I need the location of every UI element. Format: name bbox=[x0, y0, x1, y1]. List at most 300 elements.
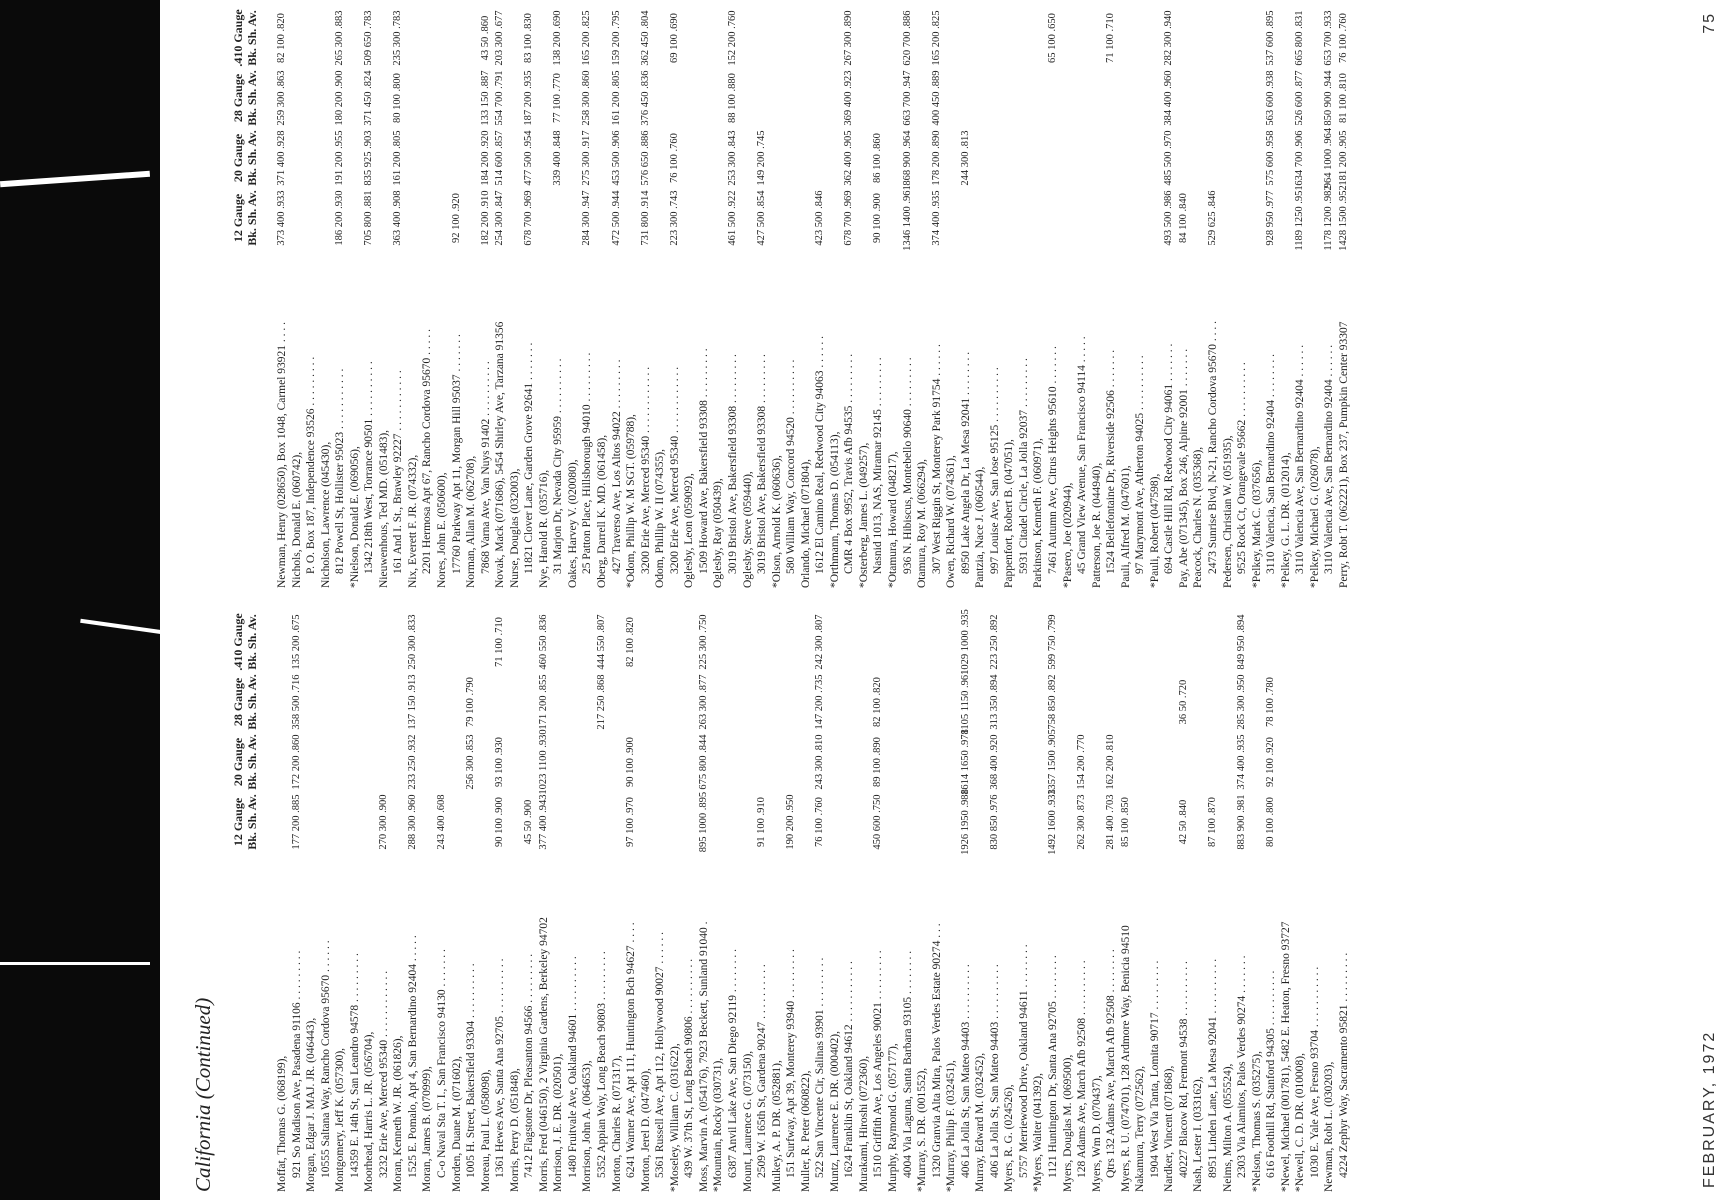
entry-row bbox=[857, 617, 872, 1192]
entry-row bbox=[391, 10, 406, 588]
entry-row bbox=[828, 13, 843, 588]
gauge-score-cell: 450 600 .750 bbox=[872, 794, 884, 850]
entry-address: 1525 E. Pomalo, Apt 4, San Bernardino 92404 . . . . . bbox=[406, 935, 419, 1178]
entry-row bbox=[464, 617, 479, 1192]
gauge-score-cell: 89 100 .890 bbox=[872, 737, 884, 787]
entry-row bbox=[1046, 614, 1061, 1192]
gauge-score-cell: 42 50 .840 bbox=[1177, 799, 1189, 845]
gauge-score-cell: 149 200 .745 bbox=[756, 130, 768, 186]
entry-address: 439 W. 37th St, Long Beach 90806 . . . . . . . . . . bbox=[683, 958, 696, 1178]
gauge-score-cell: 423 500 .846 bbox=[814, 190, 826, 246]
entry-row bbox=[1191, 617, 1206, 1192]
entry-row bbox=[333, 10, 348, 588]
entry-row bbox=[493, 617, 508, 1192]
entry-address: 1624 Franklin St, Oakland 94612 . . . . . . . . . . . bbox=[843, 961, 856, 1178]
entry-row bbox=[1206, 13, 1221, 588]
page-footer bbox=[1701, 12, 1719, 1188]
directory-page bbox=[165, 0, 1731, 1200]
entry-row bbox=[479, 617, 494, 1192]
entry-row bbox=[1002, 13, 1017, 588]
gauge-score-cell: 154 200 .770 bbox=[1076, 734, 1088, 790]
entry-name: Mulkey, A. P. DR. (052881), bbox=[770, 1060, 783, 1192]
entry-name: Morgan, Edgar J. MAJ. JR. (046443), bbox=[305, 1017, 318, 1192]
gauge-score-cell: 165 200 .825 bbox=[581, 10, 593, 66]
entry-row bbox=[1206, 617, 1221, 1192]
entry-row bbox=[1264, 617, 1279, 1192]
entry-name: Nichols, Donald E. (060742), bbox=[290, 451, 303, 588]
entry-row bbox=[450, 13, 465, 588]
entry-address: 10555 Saltana Way, Rancho Cordova 95670 . . . . . . bbox=[319, 940, 332, 1178]
gauge-header-12: 12 Gauge Bk. Sh. Av. bbox=[231, 794, 259, 850]
entry-row bbox=[275, 617, 290, 1192]
entry-row bbox=[566, 13, 581, 588]
gauge-score-cell: 225 300 .750 bbox=[697, 614, 709, 670]
gauge-score-cell: 243 300 .810 bbox=[814, 734, 826, 790]
gauge-score-cell: 850 900 .944 bbox=[1323, 70, 1335, 126]
entry-address: 40227 Blacow Rd, Fremont 94538 . . . . . . . . . . bbox=[1177, 961, 1190, 1178]
entry-name: *Mountain, Rocky (030731), bbox=[712, 1057, 725, 1192]
entry-address: 11821 Clover Lane, Garden Grove 92641 . . . . . . . bbox=[523, 342, 536, 574]
entry-name: Moss, Marvin A. (054176), 7923 Beckett, Sunland 91040 . bbox=[697, 921, 710, 1192]
gauge-score-cell: 86 100 .860 bbox=[872, 133, 884, 183]
entry-row bbox=[595, 614, 610, 1192]
entry-address: 3200 Erie Ave, Merced 95340 . . . . . . . . . . . . bbox=[639, 366, 652, 574]
entry-row bbox=[1148, 617, 1163, 1192]
entry-row bbox=[1279, 617, 1294, 1192]
entry-name: *Newel, Michael (001781), 5482 E. Heaton, Fresno 93727 bbox=[1279, 921, 1292, 1192]
entry-address: Qtrs 132 Adams Ave, March Afb 92508 . . . . . . . . bbox=[1105, 949, 1118, 1178]
gauge-score-cell: 554 700 .791 bbox=[494, 70, 506, 126]
rotated-page bbox=[165, 0, 1731, 1200]
entry-address: 1904 West Via Tanta, Lomita 90717 . . . . . . . . . bbox=[1148, 960, 1161, 1178]
entry-name: Myers, R. G. (024526), bbox=[1003, 1084, 1016, 1192]
entry-row bbox=[959, 609, 974, 1192]
entry-row bbox=[610, 617, 625, 1192]
gauge-score-cell: 265 300 .883 bbox=[334, 10, 346, 66]
gauge-score-cell: 758 850 .892 bbox=[1046, 674, 1058, 730]
gauge-score-cell: 223 250 .892 bbox=[988, 614, 1000, 670]
entry-address: 128 Adams Ave, March Afb 92508 . . . . . . . . . . bbox=[1076, 960, 1089, 1178]
gauge-header-28: 28 Gauge Bk. Sh. Av. bbox=[231, 674, 259, 730]
entry-row bbox=[842, 617, 857, 1192]
gauge-score-cell: 563 600 .938 bbox=[1265, 70, 1277, 126]
entry-address: C-o Naval Sta T. I., San Francisco 94130 . . . . . . . bbox=[436, 949, 449, 1178]
entry-address: Nasnid 1013, NAS, Miramar 92145 . . . . . . . . . bbox=[872, 357, 885, 574]
entry-row bbox=[551, 617, 566, 1192]
gauge-score-cell: 186 200 .930 bbox=[334, 190, 346, 246]
entry-name: Myers, Douglas M. (069500), bbox=[1061, 1054, 1074, 1192]
entry-row bbox=[522, 617, 537, 1192]
entry-row bbox=[1075, 617, 1090, 1192]
gauge-score-cell: 444 550 .807 bbox=[596, 614, 608, 670]
entry-row bbox=[726, 617, 741, 1192]
gauge-score-cell: 263 300 .877 bbox=[697, 674, 709, 730]
entry-name: Newman, Henry (028650), Box 1048, Carmel 93921 . . . . bbox=[276, 321, 288, 588]
entry-name: *Pelkey, Michael G. (026078), bbox=[1308, 446, 1321, 588]
entry-name: Pappenfort, Robert B. (047051), bbox=[1003, 439, 1016, 588]
entry-row bbox=[755, 13, 770, 588]
gauge-score-cell: 653 700 .933 bbox=[1323, 10, 1335, 66]
entry-name: Nicholson, Lawrence (045430), bbox=[319, 441, 332, 588]
entry-row bbox=[682, 617, 697, 1192]
gauge-score-cell: 84 100 .840 bbox=[1177, 193, 1189, 243]
entry-address: 6387 Anvil Lake Ave, San Diego 92119 . . . . . . . . bbox=[726, 948, 739, 1178]
gauge-score-cell: 152 200 .760 bbox=[726, 10, 738, 66]
gauge-score-cell: 1178 1200 .982 bbox=[1323, 185, 1335, 251]
entry-row bbox=[420, 617, 435, 1192]
gauge-score-cell: 576 650 .886 bbox=[639, 130, 651, 186]
entry-row bbox=[275, 13, 290, 588]
gauge-score-cell: 1029 1000 .935 bbox=[959, 609, 971, 675]
entry-address: 1361 Hewes Ave, Santa Ana 92705 . . . . . . . . . . bbox=[494, 958, 507, 1178]
entry-row bbox=[1279, 13, 1294, 588]
entry-name: Norman, Allan M. (062708), bbox=[465, 455, 478, 588]
entry-row bbox=[944, 617, 959, 1192]
entry-address: 1121 Huntington Dr, Santa Ana 92705 . . . . . . . . bbox=[1046, 955, 1059, 1178]
gauge-score-cell: 71 100 .710 bbox=[494, 617, 506, 667]
entry-row bbox=[784, 13, 799, 588]
entry-name: *Pelkey, Mark C. (037656), bbox=[1250, 459, 1263, 588]
entry-name: Morden, Duane M. (071602), bbox=[450, 1055, 463, 1192]
entry-list bbox=[275, 609, 1351, 1192]
gauge-score-cell: 830 850 .976 bbox=[988, 794, 1000, 850]
gauge-score-cell: 69 100 .690 bbox=[668, 13, 680, 63]
entry-address: 1612 El Camino Real, Redwood City 94063 . . . . . . bbox=[814, 336, 827, 574]
gauge-score-cell: 81 100 .810 bbox=[1337, 73, 1349, 123]
entry-list bbox=[275, 10, 1351, 588]
entry-row bbox=[770, 13, 785, 588]
entry-row bbox=[930, 617, 945, 1192]
entry-row bbox=[1308, 13, 1323, 588]
entry-name: *Nielson, Donald E. (069056), bbox=[348, 446, 361, 588]
entry-row bbox=[290, 614, 305, 1192]
gauge-score-cell: 147 200 .735 bbox=[814, 674, 826, 730]
entry-name: Morris, Fred (046150), 2 Virginia Gardens, Berkeley 94702 bbox=[537, 917, 550, 1192]
gauge-score-cell: 171 200 .855 bbox=[537, 674, 549, 730]
gauge-score-cell: 43 50 .860 bbox=[479, 15, 491, 61]
entry-address: 936 N. Hibiscus, Montebello 90640 . . . . . . . . . bbox=[901, 357, 914, 574]
entry-address: 6241 Warner Ave, Apt 111, Huntington Bch 94627 . . . . bbox=[625, 922, 638, 1178]
entry-name: *Pasero, Joe (020944), bbox=[1061, 482, 1074, 588]
entry-row bbox=[639, 617, 654, 1192]
gauge-score-cell: 93 100 .930 bbox=[494, 737, 506, 787]
gauge-score-cell: 90 100 .900 bbox=[494, 797, 506, 847]
entry-address: 5757 Merriewood Drive, Oakland 94611 . . . . . . . . bbox=[1017, 944, 1030, 1178]
entry-row bbox=[1337, 13, 1352, 588]
entry-row bbox=[479, 13, 494, 588]
entry-row bbox=[697, 13, 712, 588]
gauge-score-cell: 371 400 .928 bbox=[276, 130, 287, 186]
entry-row bbox=[871, 13, 886, 588]
entry-name: Pay, Abe (071345), Box 246, Alpine 92001 . . . . . . . bbox=[1177, 348, 1190, 588]
entry-name: Peacock, Charles N. (035368), bbox=[1192, 446, 1205, 588]
entry-row bbox=[653, 617, 668, 1192]
entry-row bbox=[959, 13, 974, 588]
gauge-score-cell: 1105 1150 .961 bbox=[959, 669, 971, 735]
gauge-score-cell: 77 100 .770 bbox=[552, 73, 564, 123]
gauge-score-cell: 191 200 .955 bbox=[334, 130, 346, 186]
entry-address: 1030 E. Yale Ave, Fresno 93704 . . . . . . . . . . . bbox=[1308, 966, 1321, 1178]
entry-name: Montgomery, Jeff K. (057300), bbox=[334, 1047, 347, 1192]
gauge-score-cell: 180 200 .900 bbox=[334, 70, 346, 126]
gauge-score-cell: 80 100 .800 bbox=[392, 73, 404, 123]
entry-row bbox=[973, 617, 988, 1192]
gauge-score-cell: 485 500 .970 bbox=[1163, 130, 1175, 186]
entry-row bbox=[741, 617, 756, 1192]
entry-name: Nardker, Vincent (071868), bbox=[1163, 1065, 1176, 1192]
entry-name: Morton, Jerel D. (047460), bbox=[639, 1068, 652, 1192]
entry-address: 307 West Riggin St, Monterey Park 91754 . . . . . . bbox=[930, 344, 943, 574]
gauge-score-cell: 537 600 .895 bbox=[1265, 10, 1277, 66]
entry-row bbox=[1221, 13, 1236, 588]
gauge-score-cell: 313 350 .894 bbox=[988, 674, 1000, 730]
entry-name: Parkinson, Kenneth F. (060971), bbox=[1032, 438, 1045, 588]
entry-row bbox=[697, 614, 712, 1192]
entry-address: 3110 Valencia Ave, San Bernardino 92404 . . . . . . bbox=[1294, 344, 1307, 574]
entry-row bbox=[1075, 13, 1090, 588]
gauge-score-cell: 267 300 .890 bbox=[843, 10, 855, 66]
gauge-score-cell: 262 300 .873 bbox=[1076, 794, 1088, 850]
gauge-score-cell: 82 100 .820 bbox=[276, 13, 287, 63]
gauge-score-cell: 1189 1250 .951 bbox=[1294, 185, 1306, 251]
gauge-score-cell: 78 100 .780 bbox=[1265, 677, 1277, 727]
entry-address: 151 Surfway, Apt 39, Monterey 93940 . . . . . . . . . bbox=[785, 949, 798, 1178]
gauge-score-cell: 223 300 .743 bbox=[668, 190, 680, 246]
entry-address: 17760 Parkway Apt 11, Morgan Hill 95037 . . . . . . . bbox=[450, 334, 463, 574]
entry-address: 1510 Griffith Ave, Los Angeles 90021 . . . . . . . . . bbox=[872, 950, 885, 1178]
entry-row bbox=[1046, 13, 1061, 588]
entry-address: 97 Marymont Ave, Atherton 94025 . . . . . . . . . . bbox=[1134, 355, 1147, 574]
gauge-score-cell: 377 400 .943 bbox=[537, 794, 549, 850]
gauge-score-cell: 217 250 .868 bbox=[596, 674, 608, 730]
entry-name: *Pelkey, G. L. DR. (012014), bbox=[1279, 452, 1292, 588]
gauge-score-cell: 453 500 .906 bbox=[610, 130, 622, 186]
entry-row bbox=[624, 13, 639, 588]
entry-row bbox=[1177, 13, 1192, 588]
entry-address: 2201 Hermosa Apt 67, Rancho Cordova 95670 . . . . . bbox=[421, 329, 434, 574]
entry-row bbox=[944, 13, 959, 588]
entry-row bbox=[1104, 13, 1119, 588]
gauge-score-cell: 138 200 .690 bbox=[552, 10, 564, 66]
entry-row bbox=[988, 614, 1003, 1192]
entry-name: *Moseley, William C. (031622), bbox=[668, 1043, 681, 1192]
gauge-header-row bbox=[231, 613, 275, 1192]
gauge-score-cell: 233 250 .932 bbox=[406, 734, 418, 790]
entry-row bbox=[1337, 617, 1352, 1192]
gauge-score-cell: 162 200 .810 bbox=[1105, 734, 1117, 790]
gauge-score-cell: 731 800 .914 bbox=[639, 190, 651, 246]
gauge-score-cell: 177 200 .885 bbox=[290, 794, 302, 850]
entry-address: 25 Patton Place, Hillsborough 94010 . . . . . . . . . bbox=[581, 352, 594, 574]
entry-row bbox=[813, 13, 828, 588]
entry-address: 812 Powell St, Hollister 95023 . . . . . . . . . . . bbox=[334, 368, 347, 574]
entry-row bbox=[1322, 617, 1337, 1192]
entry-row bbox=[813, 614, 828, 1192]
entry-row bbox=[508, 13, 523, 588]
gauge-score-cell: 250 300 .833 bbox=[406, 614, 418, 670]
gauge-header-410: .410 Gauge Bk. Sh. Av. bbox=[231, 9, 259, 67]
gauge-score-cell: 675 800 .844 bbox=[697, 734, 709, 790]
entry-name: *Osterberg, James L. (049257), bbox=[857, 442, 870, 588]
entry-name: Nash, Lester I. (033162), bbox=[1192, 1076, 1205, 1192]
entry-name: Nieuwenhous, Ted MD. (051483), bbox=[377, 429, 390, 588]
entry-address: 4004 Via Laguna, Santa Barbara 93105 . . . . . . . . bbox=[901, 950, 914, 1178]
entry-name: Morrison, J. E. DR. (020501), bbox=[552, 1053, 565, 1192]
entry-row bbox=[668, 13, 683, 588]
entry-row bbox=[1235, 614, 1250, 1192]
gauge-score-cell: 373 400 .933 bbox=[276, 190, 287, 246]
torn-edge-mark bbox=[0, 962, 150, 965]
entry-row bbox=[901, 10, 916, 588]
entry-row bbox=[770, 617, 785, 1192]
entry-name: *Newell, C. D. DR. (010008), bbox=[1294, 1053, 1307, 1192]
entry-row bbox=[435, 617, 450, 1192]
entry-address: 45 Grand View Avenue, San Francisco 94114 . . . . . bbox=[1076, 336, 1089, 574]
gauge-score-cell: 133 150 .887 bbox=[479, 70, 491, 126]
gauge-score-cell: 663 700 .947 bbox=[901, 70, 913, 126]
entry-row bbox=[610, 10, 625, 588]
entry-name: Morrison, John A. (064653), bbox=[581, 1060, 594, 1192]
entry-address: 3232 Erie Ave, Merced 95340 . . . . . . . . . . . . bbox=[377, 970, 390, 1178]
gauge-score-cell: 92 100 .920 bbox=[450, 193, 462, 243]
gauge-score-cell: 184 200 .920 bbox=[479, 130, 491, 186]
gauge-score-cell: 620 700 .886 bbox=[901, 10, 913, 66]
entry-row bbox=[1322, 10, 1337, 588]
entry-row bbox=[566, 617, 581, 1192]
entry-row bbox=[1133, 617, 1148, 1192]
entry-row bbox=[522, 13, 537, 588]
gauge-score-cell: 284 300 .947 bbox=[581, 190, 593, 246]
gauge-score-cell: 282 300 .940 bbox=[1163, 10, 1175, 66]
gauge-score-cell: 181 200 .905 bbox=[1337, 130, 1349, 186]
entry-row bbox=[377, 13, 392, 588]
entry-name: Moreau, Paul L. (058098), bbox=[479, 1069, 492, 1192]
entry-address: 4224 Zephyr Way, Sacramento 95821 . . . . . . . . . bbox=[1337, 952, 1350, 1178]
gauge-score-cell: 254 300 .847 bbox=[494, 190, 506, 246]
entry-row bbox=[1162, 617, 1177, 1192]
gauge-score-cell: 493 500 .986 bbox=[1163, 190, 1175, 246]
gauge-score-cell: 1023 1100 .930 bbox=[537, 729, 549, 795]
entry-name: Oglesby, Steve (059440), bbox=[741, 471, 754, 588]
gauge-score-cell: 339 400 .848 bbox=[552, 130, 564, 186]
entry-row bbox=[580, 10, 595, 588]
entry-name: Pedersen, Christian W. (051935), bbox=[1221, 435, 1234, 588]
entry-row bbox=[1090, 617, 1105, 1192]
entry-row bbox=[450, 617, 465, 1192]
entry-row bbox=[319, 13, 334, 588]
gauge-score-cell: 258 300 .860 bbox=[581, 70, 593, 126]
gauge-score-cell: 368 400 .920 bbox=[988, 734, 1000, 790]
entry-row bbox=[1308, 617, 1323, 1192]
entry-row bbox=[420, 13, 435, 588]
entry-address: 3200 Erie Ave, Merced 95340 . . . . . . . . . . . . bbox=[668, 366, 681, 574]
gauge-score-cell: 161 200 .805 bbox=[610, 70, 622, 126]
entry-address: 1342 218th West, Torrance 90501 . . . . . . . . . . bbox=[363, 361, 376, 574]
gauge-score-cell: 1926 1950 .988 bbox=[959, 789, 971, 855]
gauge-score-cell: 135 200 .675 bbox=[290, 614, 302, 670]
gauge-score-cell: 477 500 .954 bbox=[523, 130, 535, 186]
gauge-score-cell: 1357 1500 .905 bbox=[1046, 729, 1058, 795]
entry-row bbox=[930, 10, 945, 588]
gauge-score-cell: 363 400 .908 bbox=[392, 190, 404, 246]
gauge-score-cell: 92 100 .920 bbox=[1265, 737, 1277, 787]
entry-name: Oglesby, Leon (059092), bbox=[683, 473, 696, 588]
entry-name: *Odom, Phillip W. M SGT. (059788), bbox=[625, 414, 638, 588]
entry-name: Muntz, Laurence E. DR. (000402), bbox=[828, 1031, 841, 1192]
gauge-score-cell: 259 300 .863 bbox=[276, 70, 287, 126]
gauge-score-cell: 85 100 .850 bbox=[1119, 797, 1131, 847]
entry-row bbox=[711, 13, 726, 588]
entry-row bbox=[1191, 13, 1206, 588]
entry-name: Nurse, Douglas (032003), bbox=[508, 468, 521, 588]
entry-address: 3110 Valencia, San Bernardino 92404 . . . . . . . . bbox=[1265, 353, 1278, 574]
entry-row bbox=[537, 614, 552, 1192]
entry-row bbox=[1017, 13, 1032, 588]
gauge-score-cell: 190 200 .950 bbox=[785, 794, 797, 850]
entry-name: *Orthmann, Thomas D. (054113), bbox=[828, 431, 841, 588]
entry-name: Pantzia, Nace J. (060544), bbox=[974, 466, 987, 588]
entry-name: *Otamura, Howard (048217), bbox=[886, 451, 899, 588]
gauge-score-cell: 376 450 .836 bbox=[639, 70, 651, 126]
entry-name: Myers, R. U. (074701), 128 Ardmore Way, Benicia 94510 bbox=[1119, 925, 1132, 1192]
gauge-score-cell: 242 300 .807 bbox=[814, 614, 826, 670]
gauge-score-cell: 964 1000 .964 bbox=[1323, 127, 1335, 189]
entry-row bbox=[973, 13, 988, 588]
gauge-score-cell: 374 400 .935 bbox=[1236, 734, 1248, 790]
gauge-score-cell: 400 450 .889 bbox=[930, 70, 942, 126]
entry-address: 8951 Linden Lane, La Mesa 92041 . . . . . . . . . . bbox=[1207, 958, 1219, 1178]
entry-row bbox=[901, 617, 916, 1192]
gauge-score-cell: 928 950 .977 bbox=[1265, 190, 1277, 246]
entry-name: Murray, Edward M. (032452), bbox=[974, 1052, 987, 1192]
gauge-score-cell: 76 100 .760 bbox=[1337, 13, 1349, 63]
entry-row bbox=[1235, 13, 1250, 588]
entry-address: 5352 Appian Way, Long Beach 90803 . . . . . . . . . bbox=[596, 951, 609, 1178]
entry-name: Oglesby, Ray (050439), bbox=[712, 478, 725, 588]
entry-row bbox=[580, 617, 595, 1192]
gauge-score-cell: 868 900 .964 bbox=[901, 130, 913, 186]
entry-address: 427 Traverso Ave, Los Altos 94022 . . . . . . . . . bbox=[610, 359, 623, 574]
entry-name: Oberg, Darrell K. MD. (061458), bbox=[596, 434, 609, 588]
entry-name: Newman, Robt L. (030203), bbox=[1323, 1061, 1336, 1192]
entry-name: Neims, Milton A. (055524), bbox=[1221, 1063, 1234, 1192]
gauge-score-cell: 634 700 .906 bbox=[1294, 130, 1306, 186]
entry-name: Orlando, Michael (071804), bbox=[799, 458, 812, 588]
gauge-score-cell: 281 400 .703 bbox=[1105, 794, 1117, 850]
entry-row bbox=[799, 617, 814, 1192]
entry-name: *Murray, Philip F. (032451), bbox=[945, 1060, 958, 1192]
gauge-score-cell: 159 200 .795 bbox=[610, 10, 622, 66]
entry-address: 8950 Lake Angela Dr, La Mesa 92041 . . . . . . . . bbox=[959, 351, 972, 574]
gauge-score-cell: 705 800 .881 bbox=[363, 190, 375, 246]
gauge-score-cell: 678 700 .969 bbox=[843, 190, 855, 246]
entry-address: 161 And I. St., Brawley 92227 . . . . . . . . . . . bbox=[392, 370, 405, 574]
entry-row bbox=[348, 617, 363, 1192]
entry-row bbox=[741, 13, 756, 588]
entry-name: Morton, Charles R. (071317), bbox=[610, 1055, 623, 1192]
entry-address: 580 William Way, Concord 94520 . . . . . . . . . . bbox=[785, 359, 798, 574]
entry-name: Pauli, Alfred M. (047601), bbox=[1119, 465, 1132, 588]
gauge-score-cell: 178 200 .890 bbox=[930, 130, 942, 186]
entry-name: Murphy, Raymond G. (057177), bbox=[886, 1043, 899, 1192]
entry-name: Nakamura, Terry (072562), bbox=[1134, 1065, 1147, 1192]
entry-name: *Pauli, Robert (047598), bbox=[1148, 473, 1161, 588]
gauge-score-cell: 45 50 .900 bbox=[523, 799, 535, 845]
gauge-score-cell: 80 100 .800 bbox=[1265, 797, 1277, 847]
gauge-score-cell: 599 750 .799 bbox=[1046, 614, 1058, 670]
entry-row bbox=[406, 614, 421, 1192]
entry-row bbox=[828, 617, 843, 1192]
